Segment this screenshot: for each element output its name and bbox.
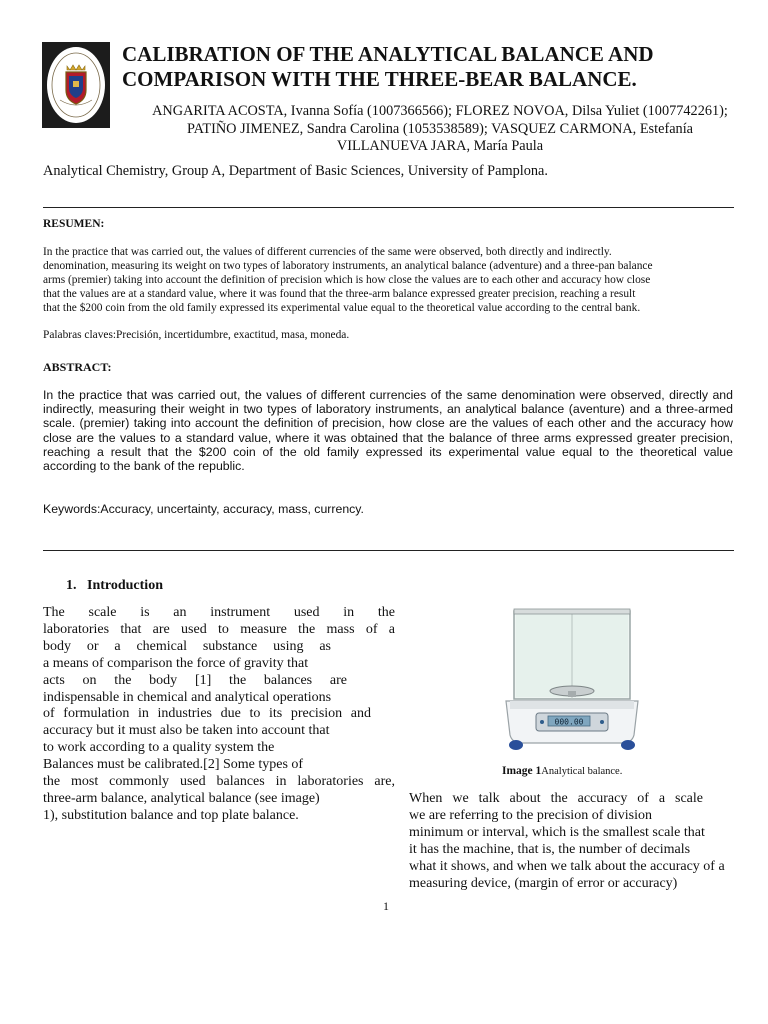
resumen-heading: RESUMEN: — [43, 218, 105, 230]
introduction-right-column — [409, 791, 741, 892]
resumen-line: that the values are at a standard value, where it was found that the three-arm balance expressed greater precision, reaching a result — [43, 287, 636, 300]
body-line: of formulation in industries due to its precision and — [43, 706, 371, 722]
figure-caption-text: Analytical balance. — [541, 766, 623, 777]
abstract-keywords: Keywords:Accuracy, uncertainty, accuracy, mass, currency. — [43, 502, 364, 516]
abstract-heading: ABSTRACT: — [43, 360, 112, 374]
body-line: laboratories that are used to measure the mass of a — [43, 621, 395, 637]
figure-caption — [502, 765, 622, 777]
resumen-keywords: Palabras claves:Precisión, incertidumbre, exactitud, masa, moneda. — [43, 329, 350, 341]
resumen-line: arms (premier) taking into account the definition of precision which is how close the values are to each other and accuracy how close — [43, 273, 651, 286]
body-line: what it shows, and when we talk about the accuracy of a — [409, 858, 725, 874]
paper-title — [122, 42, 758, 92]
body-line: measuring device, (margin of error or accuracy) — [409, 875, 678, 891]
body-line: a means of comparison the force of gravity that — [43, 655, 309, 671]
abstract-line: In the practice that was carried out, the values of different currencies of the same denomination were observed, directly and — [43, 388, 733, 402]
author-line: VILLANUEVA JARA, María Paula — [336, 138, 544, 154]
paper-title-line: CALIBRATION OF THE ANALYTICAL BALANCE AND — [122, 42, 654, 66]
body-line: minimum or interval, which is the smallest scale that — [409, 824, 705, 840]
body-line: the most commonly used balances in laboratories are, — [43, 774, 395, 790]
abstract-line: according to the bank of the republic. — [43, 459, 245, 474]
resumen-body — [43, 246, 732, 316]
body-line: The scale is an instrument used in the — [43, 605, 395, 620]
author-line: PATIÑO JIMENEZ, Sandra Carolina (1053538589); VASQUEZ CARMONA, Estefanía — [186, 120, 694, 137]
body-line: Balances must be calibrated.[2] Some types of — [43, 757, 304, 773]
abstract-body — [43, 388, 733, 473]
divider-top — [43, 207, 734, 208]
author-list — [122, 103, 758, 156]
resumen-line: denomination, measuring its weight on two types of laboratory instruments, an analytical balance (adventure) and a three-pan balance — [43, 259, 653, 272]
abstract-line: reaching a result that the $200 coin of the old family expressed its experimental value equal to the theoretical value — [43, 444, 733, 459]
abstract-line: close are the values to a standard value, where it was obtained that the balance of three arms expressed greater precision, — [43, 430, 733, 445]
body-line: acts on the body [1] the balances are — [43, 672, 347, 688]
resumen-line: In the practice that was carried out, the values of different currencies of the same were observed, both directly and indirectly. — [43, 246, 612, 258]
body-line: body or a chemical substance using as — [43, 638, 331, 654]
body-line: indispensable in chemical and analytical operations — [43, 689, 332, 705]
body-line: accuracy but it must also be taken into account that — [43, 723, 330, 739]
divider-bottom — [43, 550, 734, 551]
body-line: it has the machine, that is, the number of decimals — [409, 841, 691, 857]
resumen-line: that the $200 coin from the old family expressed its experimental value equal to the theoretical value according to the central bank. — [43, 301, 641, 314]
body-line: 1), substitution balance and top plate balance. — [43, 807, 299, 823]
introduction-left-column — [43, 605, 395, 825]
section-number: 1. — [66, 578, 77, 593]
body-line: we are referring to the precision of division — [409, 807, 652, 823]
abstract-line: scale. (premier) taking into account the definition of precision, how close are the values of each other and the accuracy how — [43, 416, 733, 431]
abstract-line: indirectly, measuring their weight in two types of laboratory instruments, an analytical balance (aventure) and a three-armed — [43, 402, 733, 417]
body-line: three-arm balance, analytical balance (see image) — [43, 790, 320, 806]
author-line: ANGARITA ACOSTA, Ivanna Sofía (1007366566); FLOREZ NOVOA, Dilsa Yuliet (1007742261); — [152, 103, 728, 119]
balance-display-reading: 000.00 — [554, 717, 584, 727]
analytical-balance-image — [502, 605, 642, 760]
page-number: 1 — [383, 899, 389, 913]
paper-title-line: COMPARISON WITH THE THREE-BEAR BALANCE. — [122, 67, 637, 91]
affiliation: Analytical Chemistry, Group A, Department of Basic Sciences, University of Pamplona. — [43, 163, 548, 179]
body-line: When we talk about the accuracy of a scale — [409, 791, 703, 806]
body-line: to work according to a quality system the — [43, 740, 275, 756]
university-seal-logo — [42, 42, 110, 128]
section-title: Introduction — [87, 578, 163, 593]
introduction-heading — [66, 578, 163, 594]
figure-label: Image 1 — [502, 765, 542, 777]
